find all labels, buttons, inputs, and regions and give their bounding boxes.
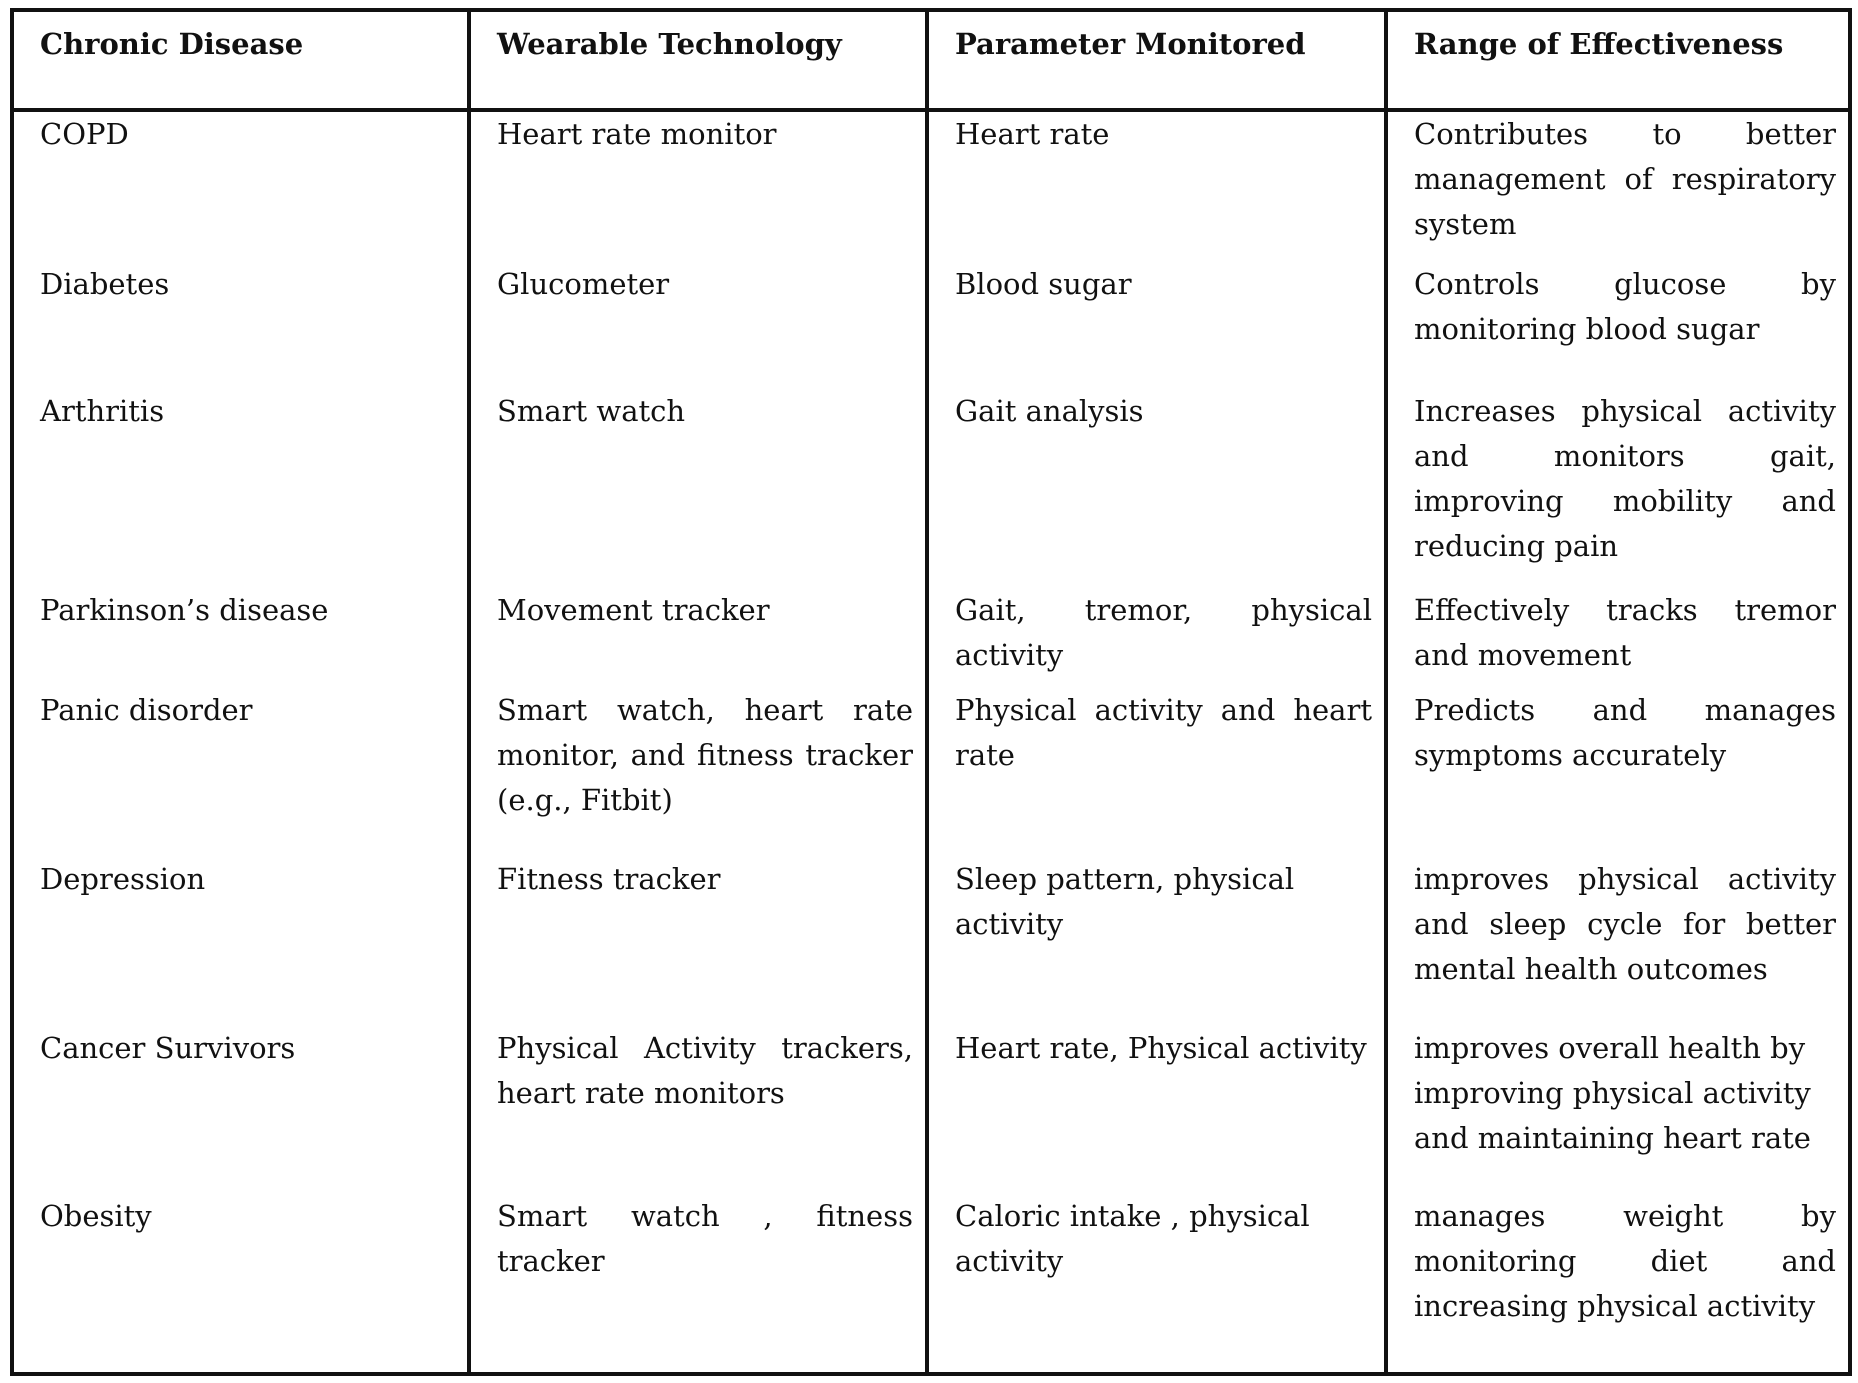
- cell-disease: Parkinson’s disease: [12, 588, 469, 688]
- cell-parameter: Physical activity and heart rate: [927, 688, 1386, 857]
- header-wearable-technology: Wearable Technology: [469, 10, 927, 110]
- cell-technology: Physical Activity trackers, heart rate monitors: [469, 1026, 927, 1195]
- cell-effectiveness: Contributes to better management of respiratory system: [1386, 110, 1850, 262]
- header-range-of-effectiveness: Range of Effectiveness: [1386, 10, 1850, 110]
- cell-technology: Glucometer: [469, 262, 927, 389]
- cell-parameter: Heart rate: [927, 110, 1386, 262]
- cell-disease: Arthritis: [12, 389, 469, 589]
- table-row: [12, 110, 1850, 262]
- cell-disease: Obesity: [12, 1194, 469, 1374]
- cell-parameter: Caloric intake , physical activity: [927, 1194, 1386, 1374]
- wearables-table: [10, 8, 1852, 1376]
- table-body: [12, 110, 1850, 1374]
- cell-disease: Panic disorder: [12, 688, 469, 857]
- table-row: [12, 688, 1850, 857]
- header-parameter-monitored: Parameter Monitored: [927, 10, 1386, 110]
- cell-parameter: Blood sugar: [927, 262, 1386, 389]
- cell-technology: Heart rate monitor: [469, 110, 927, 262]
- table-row: [12, 262, 1850, 389]
- table-header: [12, 10, 1850, 110]
- cell-effectiveness: Predicts and manages symptoms accurately: [1386, 688, 1850, 857]
- header-chronic-disease: Chronic Disease: [12, 10, 469, 110]
- cell-disease: COPD: [12, 110, 469, 262]
- table-row: [12, 1194, 1850, 1374]
- cell-technology: Movement tracker: [469, 588, 927, 688]
- cell-parameter: Sleep pattern, physical activity: [927, 857, 1386, 1026]
- cell-effectiveness: manages weight by monitoring diet and increasing physical activity: [1386, 1194, 1850, 1374]
- cell-technology: Fitness tracker: [469, 857, 927, 1026]
- cell-effectiveness: improves overall health by improving physical activity and maintaining heart rate: [1386, 1026, 1850, 1195]
- cell-technology: Smart watch: [469, 389, 927, 589]
- table-row: [12, 857, 1850, 1026]
- cell-disease: Cancer Survivors: [12, 1026, 469, 1195]
- cell-effectiveness: improves physical activity and sleep cycle for better mental health outcomes: [1386, 857, 1850, 1026]
- cell-parameter: Gait analysis: [927, 389, 1386, 589]
- cell-effectiveness: Increases physical activity and monitors gait, improving mobility and reducing pain: [1386, 389, 1850, 589]
- cell-parameter: Heart rate, Physical activity: [927, 1026, 1386, 1195]
- header-row: [12, 10, 1850, 110]
- cell-parameter: Gait, tremor, physical activity: [927, 588, 1386, 688]
- cell-technology: Smart watch, heart rate monitor, and fitness tracker (e.g., Fitbit): [469, 688, 927, 857]
- table-row: [12, 389, 1850, 589]
- table-row: [12, 588, 1850, 688]
- cell-disease: Depression: [12, 857, 469, 1026]
- cell-disease: Diabetes: [12, 262, 469, 389]
- cell-technology: Smart watch , fitness tracker: [469, 1194, 927, 1374]
- cell-effectiveness: Effectively tracks tremor and movement: [1386, 588, 1850, 688]
- table-row: [12, 1026, 1850, 1195]
- cell-effectiveness: Controls glucose by monitoring blood sugar: [1386, 262, 1850, 389]
